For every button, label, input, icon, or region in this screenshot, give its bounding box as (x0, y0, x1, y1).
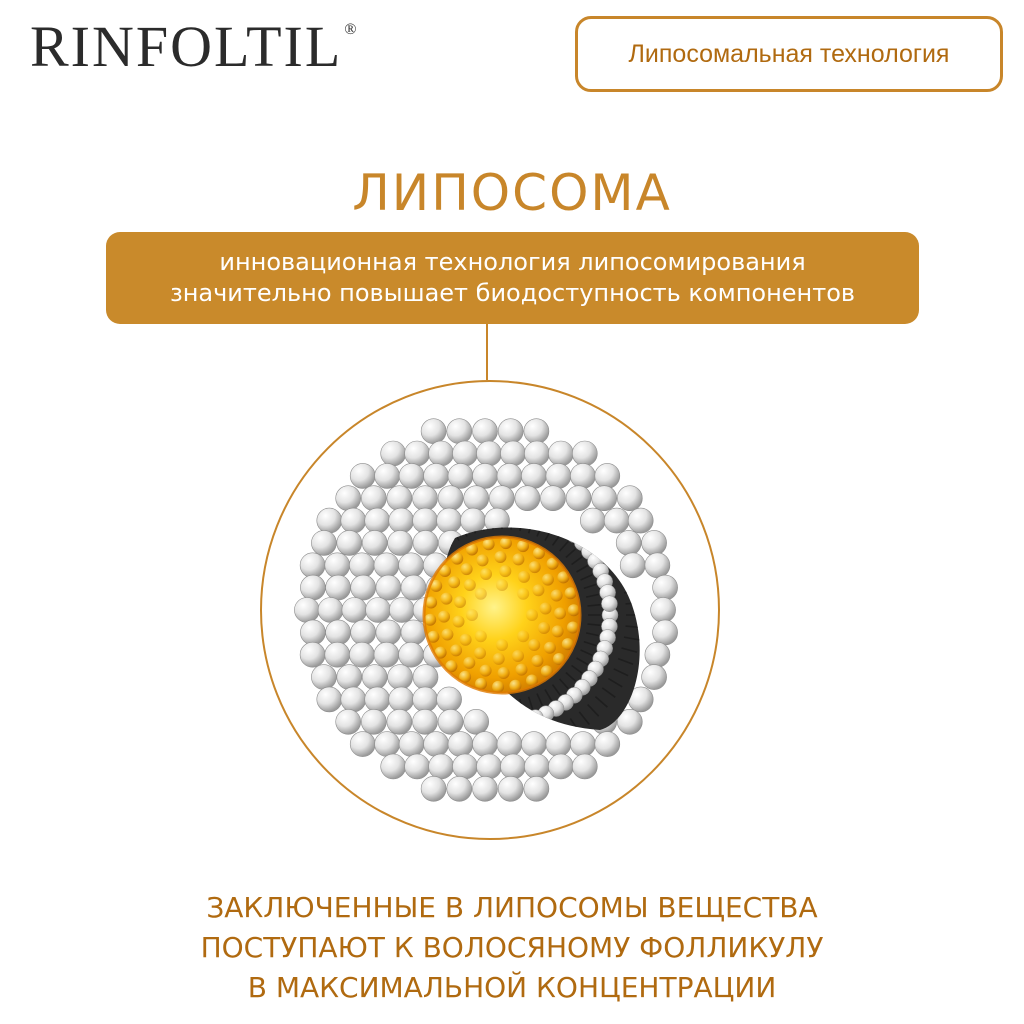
page-title: ЛИПОСОМА (352, 164, 672, 222)
brand-logo (30, 14, 359, 79)
bottom-caption (0, 888, 1024, 1007)
liposome-icon (280, 400, 700, 820)
caption-line-1: ЗАКЛЮЧЕННЫЕ В ЛИПОСОМЫ ВЕЩЕСТВА (206, 891, 818, 924)
description-banner (106, 232, 919, 324)
banner-line-2: значительно повышает биодоступность компонентов (169, 279, 856, 307)
technology-tag-label: Липосомальная технология (628, 39, 950, 68)
caption-line-3: В МАКСИМАЛЬНОЙ КОНЦЕНТРАЦИИ (247, 970, 777, 1004)
registered-mark: ® (344, 21, 359, 38)
brand-name: RINFOLTIL (30, 14, 343, 79)
banner-line-1: инновационная технология липосомирования (219, 247, 806, 276)
technology-tag (575, 16, 1003, 92)
connector-line (486, 324, 488, 380)
caption-line-2: ПОСТУПАЮТ К ВОЛОСЯНОМУ ФОЛЛИКУЛУ (200, 930, 824, 964)
